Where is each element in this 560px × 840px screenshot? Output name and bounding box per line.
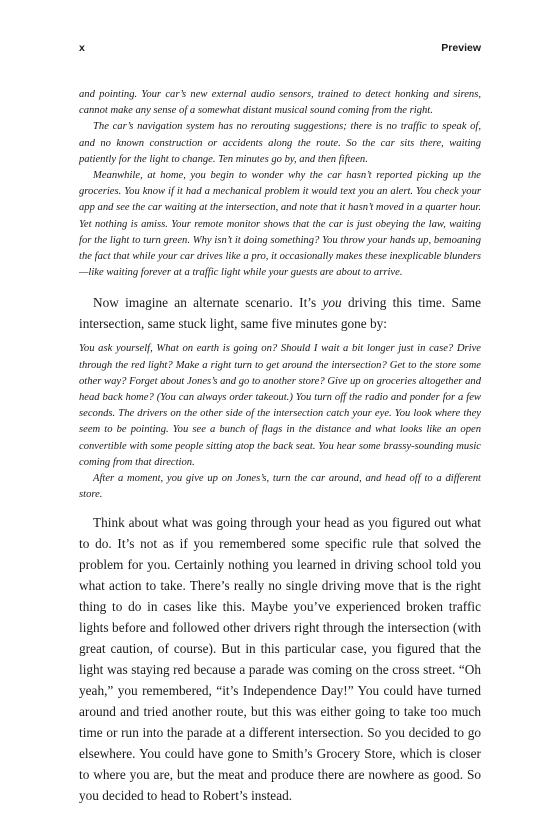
alternate-text-end: driving this time. Same intersection, same stuck light, same five minutes gone by:: [79, 295, 481, 332]
emphasis-you: you: [322, 295, 342, 311]
decision-paragraph: After a moment, you give up on Jones’s, turn the car around, and head off to a different store.: [79, 473, 481, 501]
reflection-paragraph: Think about what was going through your head as you figured out what to do. It’s not as if you remembered some specific rule that solved the problem for you. Certainly nothing you learned in driving school told you what action to take. There’s really no single driving move that is the right thing to do in cases like this. Maybe you’ve experienced broken traffic lights before and followed other drivers right through the intersection (with great caution, of course). But in this particular case, you figured that the light was staying red because a parade was coming on the cross street. “Oh yeah,” you remembered, “it’s Independence Day!” You could have turned around and tried another route, but this was either going to take too much time or run into the parade at a different intersection. So you decided to go elsewhere. You could have gone to Smith’s Grocery Store, which is closer to where you are, but the meat and produce there are nowhere as good. So you decided to head to Robert’s instead.: [79, 515, 481, 804]
alternate-text-start: Now imagine an alternate scenario. It’s: [93, 295, 323, 311]
scenario-paragraph-1: and pointing. Your car’s new external audio sensors, trained to detect honking and sirens, cannot make any sense of a somewhat distant musical sound coming from the right.: [79, 89, 481, 117]
page-number: x: [79, 42, 85, 54]
scenario-paragraph-2: The car’s navigation system has no rerouting suggestions; there is no traffic to speak of, and no known construction or accidents along the route. So the car sits there, waiting patiently for the light to change. Ten minutes go by, and then fifteen.: [79, 121, 481, 165]
inner-monologue-paragraph: You ask yourself, What on earth is going on? Should I wait a bit longer just in case? Drive through the red light? Make a right turn to get around the intersection? Get to the store some other way? Forget about Jones’s and go to another store? Give up on groceries altogether and head back home? (You can always order takeout.) You turn off the radio and ponder for a few seconds. The drivers on the other side of the intersection catch your eye. You look where they seem to be pointing. You see a bunch of flags in the distance and what looks like an open convertible with some people sitting atop the back seat. You hear some brassy-sounding music coming from that direction.: [79, 343, 481, 468]
page-body: [79, 87, 481, 806]
running-header: [79, 42, 481, 56]
body-paragraph-alternate-scenario: [79, 292, 481, 334]
scenario-paragraph-3: Meanwhile, at home, you begin to wonder why the car hasn’t reported picking up the groceries. You know if it had a mechanical problem it would text you an alert. You check your app and see the car waiting at the intersection, and note that it hasn’t moved in a quarter hour. Yet nothing is amiss. Your remote monitor shows that the car is just obeying the law, waiting for the light to turn green. Why isn’t it doing something? You throw your hands up, bemoaning the fact that while your car drives like a pro, it occasionally makes these inexplicable blunders—like waiting forever at a traffic light while your guests are about to arrive.: [79, 170, 481, 279]
running-title: Preview: [441, 42, 481, 54]
